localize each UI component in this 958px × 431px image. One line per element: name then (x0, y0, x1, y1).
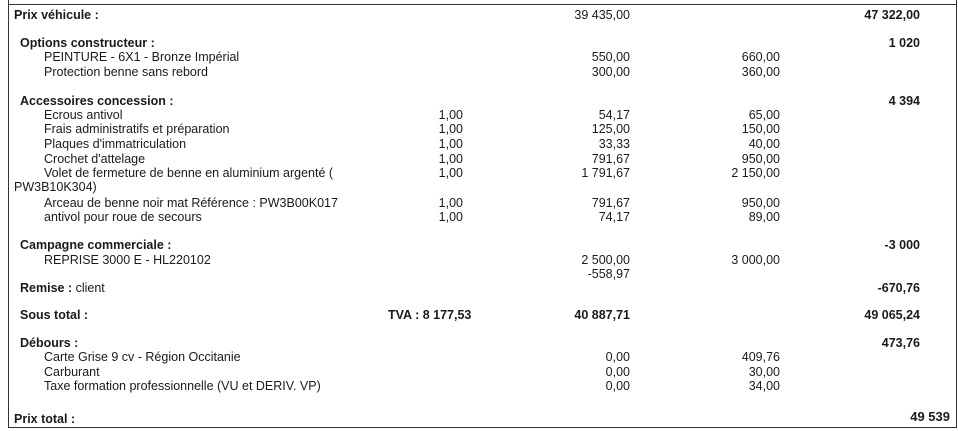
item-ttc: 34,00 (748, 379, 780, 393)
prix-total-label: Prix total : (14, 412, 76, 426)
item-ht: 791,67 (591, 196, 630, 210)
item-ht: 550,00 (591, 50, 630, 64)
item-ttc: 950,00 (741, 196, 780, 210)
debours-total: 473,76 (881, 336, 920, 350)
item-qty: 1,00 (438, 196, 463, 210)
remise-sublabel: client (75, 281, 105, 295)
accessoires-title: Accessoires concession : (20, 94, 174, 108)
prix-vehicule-total: 47 322,00 (864, 8, 920, 22)
item-ttc: 40,00 (748, 137, 780, 151)
item-ht: 125,00 (591, 122, 630, 136)
list-item: Volet de fermeture de benne en aluminium argenté ( (44, 166, 334, 180)
prix-vehicule-ht: 39 435,00 (574, 8, 630, 22)
item-ht: 1 791,67 (581, 166, 630, 180)
item-ttc: 150,00 (741, 122, 780, 136)
list-item: Taxe formation professionnelle (VU et DERIV. VP) (44, 379, 321, 393)
options-total: 1 020 (888, 36, 920, 50)
list-item: Carburant (44, 365, 100, 379)
list-item: Crochet d'attelage (44, 152, 146, 166)
item-ht: 0,00 (605, 379, 630, 393)
item-ttc: 660,00 (741, 50, 780, 64)
remise-label: Remise : (20, 281, 73, 295)
item-ht: 0,00 (605, 365, 630, 379)
list-item: PEINTURE - 6X1 - Bronze Impérial (44, 50, 240, 64)
list-item: Frais administratifs et préparation (44, 122, 230, 136)
item-qty: 1,00 (438, 122, 463, 136)
list-item: antivol pour roue de secours (44, 210, 202, 224)
item-ht: 791,67 (591, 152, 630, 166)
item-ht: 300,00 (591, 65, 630, 79)
item-ttc: 2 150,00 (731, 166, 780, 180)
sous-total-ht: 40 887,71 (574, 308, 630, 322)
item-ttc: 65,00 (748, 108, 780, 122)
item-ttc: 360,00 (741, 65, 780, 79)
item-ht: 74,17 (598, 210, 630, 224)
item-ttc: 89,00 (748, 210, 780, 224)
campagne-title: Campagne commerciale : (20, 238, 172, 252)
list-item: Arceau de benne noir mat Référence : PW3B00K017 (44, 196, 338, 210)
item-ttc: 950,00 (741, 152, 780, 166)
options-title: Options constructeur : (20, 36, 155, 50)
item-ttc: 409,76 (741, 350, 780, 364)
remise-line (20, 281, 105, 295)
item-qty: 1,00 (438, 210, 463, 224)
sous-total-total: 49 065,24 (864, 308, 920, 322)
item-qty: 1,00 (438, 108, 463, 122)
item-qty: 1,00 (438, 166, 463, 180)
prix-total-value: 49 539 (910, 409, 950, 424)
list-item: Protection benne sans rebord (44, 65, 208, 79)
accessoires-total: 4 394 (888, 94, 920, 108)
campagne-extra-ht: -558,97 (587, 267, 630, 281)
list-item-continuation: PW3B10K304) (14, 180, 97, 194)
remise-total: -670,76 (877, 281, 920, 295)
item-ht: 2 500,00 (581, 253, 630, 267)
list-item: REPRISE 3000 E - HL220102 (44, 253, 211, 267)
sous-total-label: Sous total : (20, 308, 89, 322)
item-ttc: 30,00 (748, 365, 780, 379)
item-qty: 1,00 (438, 152, 463, 166)
campagne-total: -3 000 (884, 238, 920, 252)
debours-title: Débours : (20, 336, 79, 350)
item-ht: 54,17 (598, 108, 630, 122)
prix-vehicule-label: Prix véhicule : (14, 8, 99, 22)
item-ht: 0,00 (605, 350, 630, 364)
list-item: Ecrous antivol (44, 108, 123, 122)
item-qty: 1,00 (438, 137, 463, 151)
item-ht: 33,33 (598, 137, 630, 151)
list-item: Carte Grise 9 cv - Région Occitanie (44, 350, 241, 364)
item-ttc: 3 000,00 (731, 253, 780, 267)
list-item: Plaques d'immatriculation (44, 137, 187, 151)
tva-value: TVA : 8 177,53 (388, 308, 472, 322)
